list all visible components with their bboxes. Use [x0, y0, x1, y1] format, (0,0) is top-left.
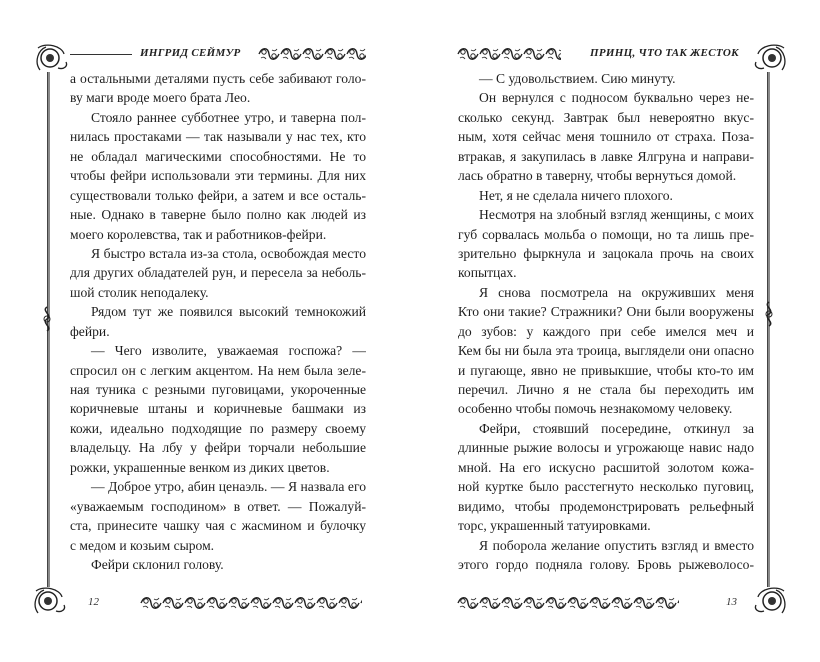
- text-line: длинные рыжие волосы и угрожающе навис надо: [458, 440, 754, 456]
- text-line: перечил. Лично я не стала бы переходить им: [458, 382, 754, 397]
- page-border-line: [767, 72, 770, 587]
- text-line: Фейри, стоявший посередине, откинул за: [479, 420, 754, 436]
- text-line: мной. На его искусно расшитой золотом кожа-: [458, 459, 754, 475]
- page-number: 12: [88, 596, 99, 608]
- text-line: этого гордо подняла голову. Бровь рыжеволосо-: [458, 556, 754, 572]
- text-line: видимо, чтобы продемонстрировать рельефный: [458, 498, 754, 514]
- text-line: торс, украшенный татуировками.: [458, 518, 651, 534]
- header-ornament-icon: [258, 46, 366, 62]
- text-line: ным, хотя сейчас меня тошнило от страха. Поза-: [458, 129, 754, 145]
- text-line: особенно чтобы помочь незнакомому человеку.: [458, 401, 733, 417]
- footer-ornament-icon: [457, 595, 679, 611]
- text-line: фейри.: [70, 323, 110, 339]
- text-line: лась обратно в таверну, чтобы вернуться домой.: [458, 168, 737, 184]
- text-line: владельцу. На лбу у фейри торчали небольшие: [70, 440, 366, 456]
- text-line: ные. Однако в таверне было полно как людей из: [70, 207, 366, 223]
- text-line: кожи, идеально подходящие по размеру своему: [70, 420, 366, 436]
- text-line: зрительно фыркнула и зацокала прочь на своих: [458, 245, 754, 261]
- text-line: Нет, я не сделала ничего плохого.: [479, 187, 673, 203]
- corner-ornament-icon: [746, 583, 786, 619]
- text-line: Несмотря на злобный взгляд женщины, с моих: [479, 207, 754, 223]
- text-line: и пугающе, явно не привыкшие, чтобы кто-то им: [458, 362, 754, 378]
- text-line: не обладал магическими способностями. Не то: [70, 148, 366, 164]
- text-line: Я снова посмотрела на окруживших меня: [479, 284, 754, 300]
- text-line: с медом и козьим сыром.: [70, 537, 215, 553]
- text-line: а остальными деталями пусть себе забивают голо-: [70, 71, 366, 86]
- text-line: Фейри склонил голову.: [91, 556, 224, 572]
- text-line: копытцах.: [458, 265, 517, 281]
- text-line: шой столик неподалеку.: [70, 284, 209, 300]
- text-line: Кто они такие? Стражники? Они были вооружены: [458, 304, 754, 320]
- text-line: Я поборола желание опустить взгляд и вместо: [479, 537, 754, 553]
- text-line: ста, принесите чашку чая с жасмином и булочку: [70, 518, 366, 534]
- text-line: Кем бы ни была эта троица, выглядели они опасно: [458, 343, 754, 359]
- running-head-author: ИНГРИД СЕЙМУР: [140, 47, 241, 59]
- body-text: [70, 69, 366, 574]
- text-line: моего королевства, так и работников-фейри.: [70, 226, 327, 242]
- text-line: Он вернулся с подносом буквально через не-: [479, 90, 754, 106]
- text-line: губ сорвалась мольба о помощи, но та лишь пре-: [458, 226, 754, 242]
- text-line: Стояло раннее субботнее утро, и таверна пол-: [91, 109, 366, 125]
- text-line: — Чего изволите, уважаемая госпожа? —: [91, 343, 366, 359]
- text-line: для других обладателей рун, и пересела за неболь-: [70, 265, 366, 281]
- footer-ornament-icon: [140, 595, 362, 611]
- text-line: — С удовольствием. Сию минуту.: [479, 71, 676, 86]
- running-head-title: ПРИНЦ, ЧТО ТАК ЖЕСТОК: [590, 47, 739, 59]
- text-line: чтобы фейри использовали эти термины. Для них: [70, 168, 366, 184]
- text-line: до зубов: у каждого при себе имелся меч и: [458, 323, 754, 339]
- text-line: втракав, я закупилась в лавке Ялгруна и направи-: [458, 148, 754, 164]
- text-line: Я быстро встала из-за стола, освобождая место: [91, 245, 366, 261]
- text-line: ву маги вроде моего брата Лео.: [70, 90, 251, 106]
- corner-ornament-icon: [34, 583, 74, 619]
- corner-ornament-icon: [36, 44, 70, 78]
- text-line: Рядом тут же появился высокий темнокожий: [91, 304, 366, 320]
- text-line: — Доброе утро, абин ценаэль. — Я назвала его: [91, 479, 366, 495]
- right-page: [410, 0, 820, 662]
- text-line: ной куртке было расстегнуто несколько пуговиц,: [458, 479, 754, 495]
- text-line: нилась простаками — так называли у нас тех, кто: [70, 129, 366, 145]
- text-line: существовали только фейри, а затем и все осталь-: [70, 187, 366, 203]
- side-ornament-icon: [760, 300, 778, 328]
- text-line: ная туника с резными пуговицами, укороченные: [70, 382, 366, 397]
- text-line: спросил он с легким акцентом. На нем была зеле-: [70, 362, 366, 378]
- text-line: «уважаемым господином» в ответ. — Пожалуй-: [70, 498, 366, 514]
- header-rule: [70, 54, 132, 55]
- text-line: рожки, украшенные венком из диких цветов.: [70, 459, 330, 475]
- header-ornament-icon: [457, 46, 561, 62]
- text-line: коричневые штаны и коричневые башмаки из: [70, 401, 366, 417]
- side-ornament-icon: [38, 305, 56, 333]
- text-line: сколько секунд. Завтрак был невероятно вкус-: [458, 109, 754, 125]
- body-text: [458, 69, 754, 574]
- page-number: 13: [726, 596, 737, 608]
